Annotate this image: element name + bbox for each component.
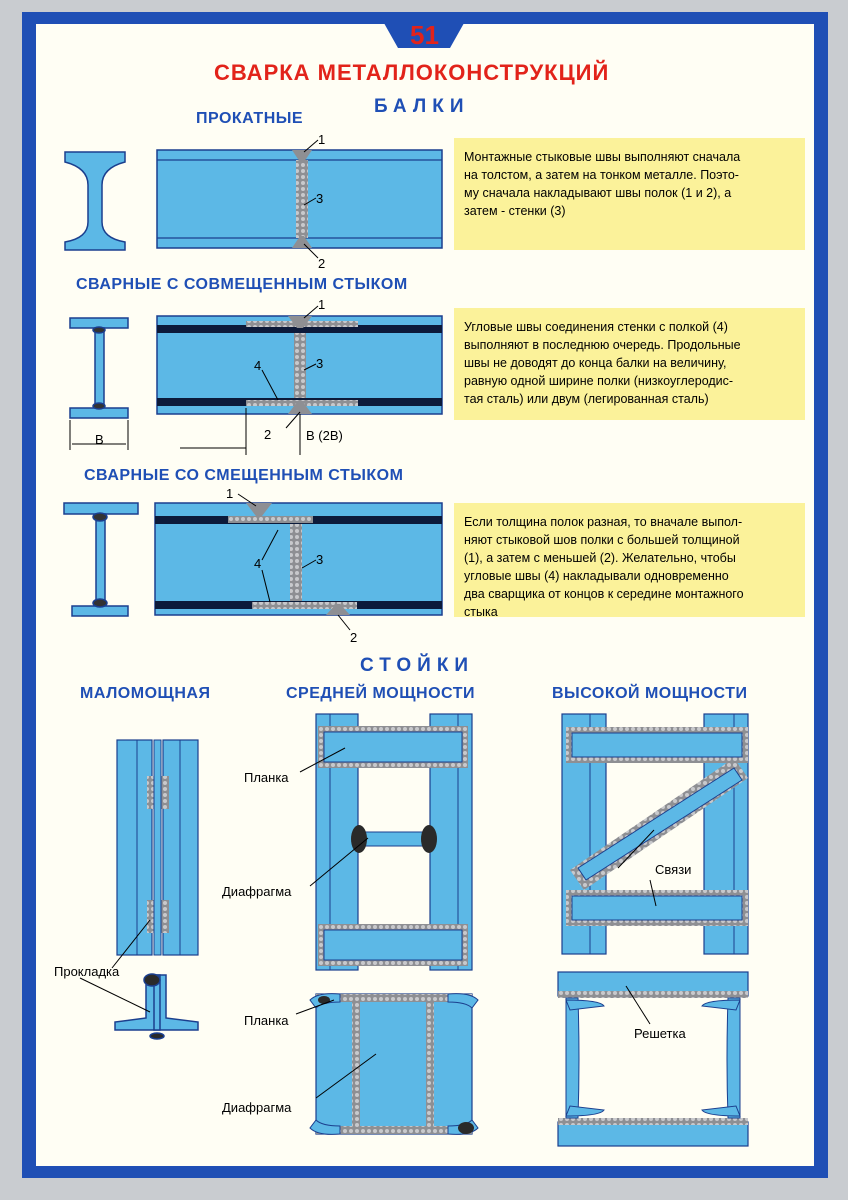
label-aligned-3: 3 (316, 356, 324, 371)
label-batten-plate-2: Планка (244, 1013, 289, 1028)
label-diaphragm-2: Диафрагма (222, 1100, 292, 1115)
welded-aligned-section (70, 318, 128, 418)
label-rolled-3: 3 (316, 191, 324, 206)
rolled-beam-side (157, 140, 442, 258)
section-title-columns: СТОЙКИ (360, 655, 475, 676)
label-lattice: Решетка (634, 1026, 686, 1041)
medium-power-section (296, 994, 478, 1135)
low-power-section (115, 974, 198, 1039)
subtitle-welded-offset: СВАРНЫЕ СО СМЕЩЕННЫМ СТЫКОМ (84, 467, 404, 484)
subtitle-welded-aligned: СВАРНЫЕ С СОВМЕЩЕННЫМ СТЫКОМ (76, 276, 408, 293)
label-batten-plate: Планка (244, 770, 289, 785)
diaphragm (358, 832, 430, 846)
high-power-section (558, 972, 748, 1146)
note-welded-aligned: Угловые швы соединения стенки с полкой (4) выполняют в последнюю очередь. Продольные швы не доводят до конца балки на величину, равную одной ширине полки (низкоуглеродис- тая сталь) или двум (легированная сталь) (454, 308, 805, 420)
weld-seam-3 (296, 160, 308, 238)
note-rolled: Монтажные стыковые швы выполняют сначала на толстом, а затем на тонком металле. Поэто- му сначала накладывают швы полок (1 и 2), а затем - стенки (3) (454, 138, 805, 250)
label-offset-2: 2 (350, 630, 358, 645)
medium-power-column (300, 714, 472, 970)
high-power-column (562, 714, 748, 954)
welded-offset-section (64, 503, 138, 616)
label-aligned-1: 1 (318, 297, 326, 312)
note-welded-offset: Если толщина полок разная, то вначале выпол- няют стыковой шов полки с большей толщиной (1), а затем с меньшей (2). Желательно, чтобы угловые швы (4) накладывали одновременно два сварщика от концов к середине монтажного стыка (454, 503, 805, 617)
weld-seam-3-aligned (294, 333, 306, 398)
welded-offset-beam-side (155, 494, 442, 630)
low-power-column (117, 740, 198, 955)
label-gasket: Прокладка (54, 964, 120, 979)
subtitle-medium-power: СРЕДНЕЙ МОЩНОСТИ (286, 685, 475, 702)
label-offset-4: 4 (254, 556, 262, 571)
dimension-b: B (95, 432, 104, 447)
label-aligned-4: 4 (254, 358, 262, 373)
label-offset-1: 1 (226, 486, 234, 501)
label-rolled-1: 1 (318, 132, 326, 147)
subtitle-low-power: МАЛОМОЩНАЯ (80, 685, 211, 702)
subtitle-high-power: ВЫСОКОЙ МОЩНОСТИ (552, 685, 748, 702)
batten-plate-top (324, 732, 462, 762)
batten-plate-bottom (324, 930, 462, 960)
page-number: 51 (410, 20, 439, 50)
dimension-b2: B (2B) (306, 428, 343, 443)
weld-seam-3-offset (290, 524, 302, 601)
label-diaphragm: Диафрагма (222, 884, 292, 899)
label-offset-3: 3 (316, 552, 324, 567)
subtitle-rolled: ПРОКАТНЫЕ (196, 110, 304, 127)
label-braces: Связи (655, 862, 692, 877)
fillet-weld-top-offset (228, 516, 313, 523)
section-title-beams: БАЛКИ (374, 96, 470, 117)
page-title: СВАРКА МЕТАЛЛОКОНСТРУКЦИЙ (214, 60, 610, 85)
label-rolled-2: 2 (318, 256, 326, 271)
rolled-i-section (65, 152, 125, 250)
welded-aligned-beam-side (157, 306, 442, 428)
label-aligned-2: 2 (264, 427, 272, 442)
